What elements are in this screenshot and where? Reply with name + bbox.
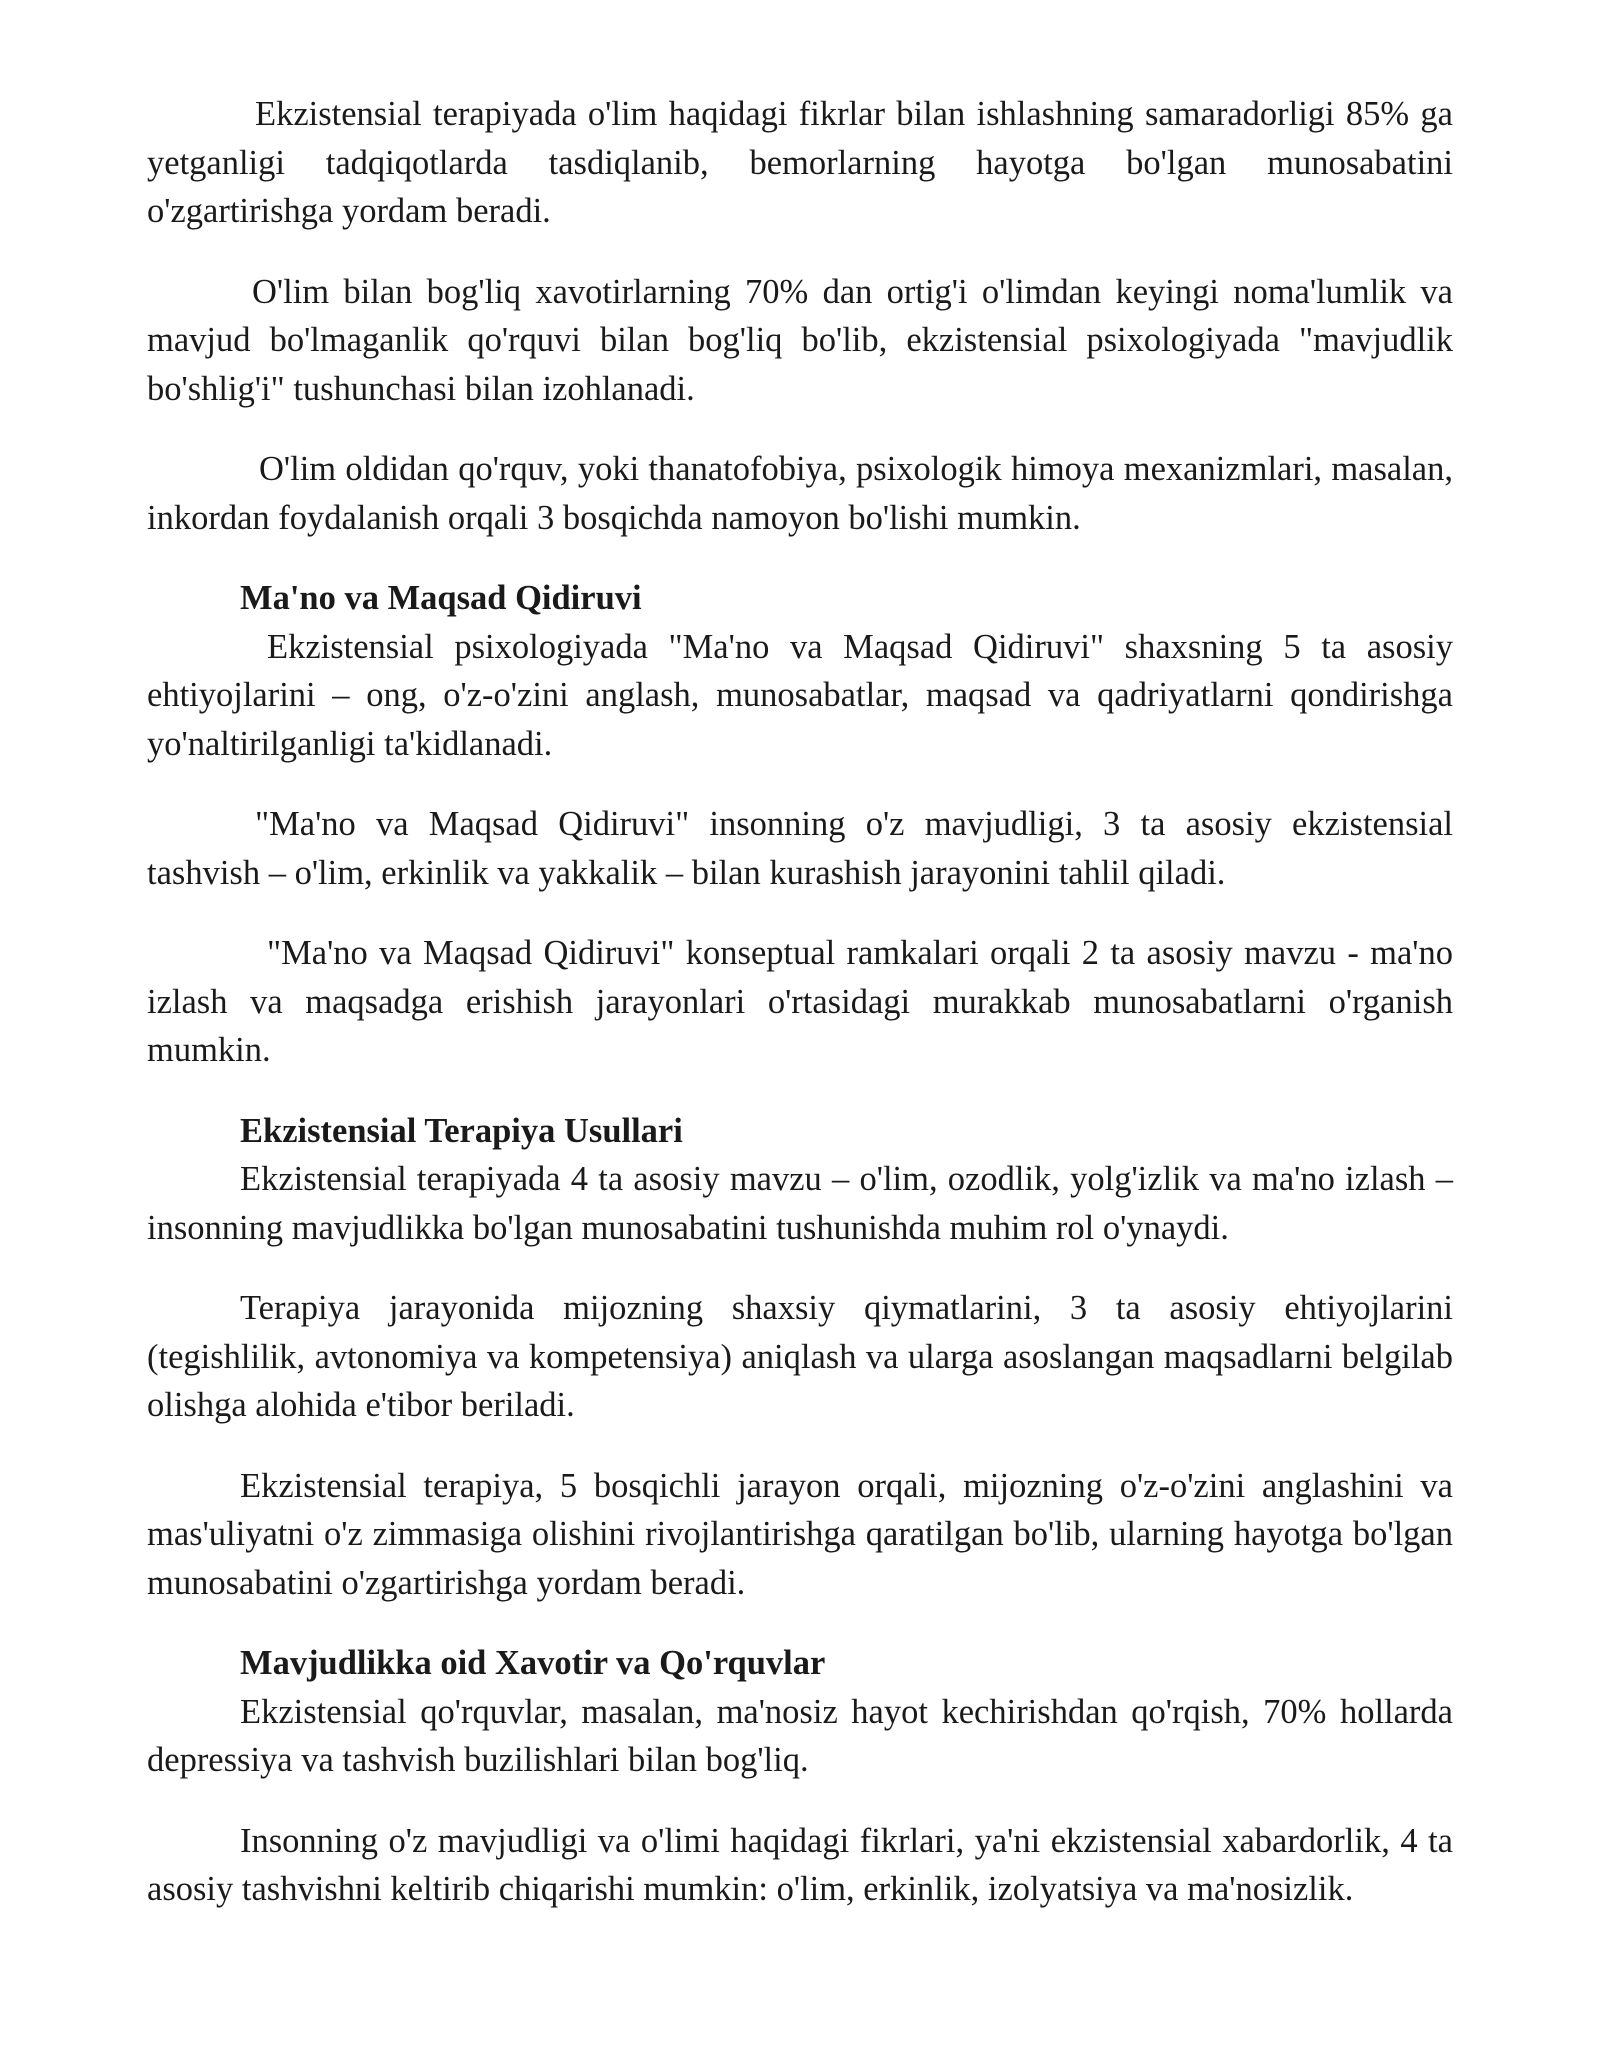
section-xavotir-qorquvlar [147, 1639, 1453, 1914]
section-paragraph: Ekzistensial qo'rquvlar, masalan, ma'nosiz hayot kechirishdan qo'rqish, 70% hollarda depressiya va tashvish buzilishlari bilan bog'liq. [147, 1692, 1453, 1779]
section-paragraph: Ekzistensial terapiyada 4 ta asosiy mavzu – o'lim, ozodlik, yolg'izlik va ma'no izlash – insonning mavjudlikka bo'lgan munosabatini tushunishda muhim rol o'ynaydi. [147, 1160, 1453, 1247]
section-terapiya-usullari [147, 1107, 1453, 1608]
intro-paragraph-1: Ekzistensial terapiyada o'lim haqidagi fikrlar bilan ishlashning samaradorligi 85% ga yetganligi tadqiqotlarda tasdiqlanib, bemorlarning hayotga bo'lgan munosabatini o'zgartirishga yordam beradi. [147, 95, 1453, 230]
section-mano-maqsad [147, 574, 1453, 1075]
section-paragraph: Terapiya jarayonida mijozning shaxsiy qiymatlarini, 3 ta asosiy ehtiyojlarini (tegishlilik, avtonomiya va kompetensiya) aniqlash va ularga asoslangan maqsadlarni belgilab olishga alohida e'tibor beriladi. [147, 1289, 1453, 1424]
section-paragraph: "Ma'no va Maqsad Qidiruvi" insonning o'z mavjudligi, 3 ta asosiy ekzistensial tashvish – o'lim, erkinlik va yakkalik – bilan kurashish jarayonini tahlil qiladi. [147, 805, 1453, 892]
section-heading: Mavjudlikka oid Xavotir va Qo'rquvlar [240, 1644, 826, 1682]
section-heading: Ekzistensial Terapiya Usullari [240, 1111, 683, 1150]
intro-paragraph-3: O'lim oldidan qo'rquv, yoki thanatofobiya, psixologik himoya mexanizmlari, masalan, inkordan foydalanish orqali 3 bosqichda namoyon bo'lishi mumkin. [147, 450, 1453, 537]
section-heading: Ma'no va Maqsad Qidiruvi [240, 579, 642, 617]
document-page [147, 90, 1453, 1946]
section-paragraph: Ekzistensial psixologiyada "Ma'no va Maqsad Qidiruvi" shaxsning 5 ta asosiy ehtiyojlarini – ong, o'z-o'zini anglash, munosabatlar, maqsad va qadriyatlarni qondirishga yo'naltirilganligi ta'kidlanadi. [147, 627, 1453, 763]
section-paragraph: Insonning o'z mavjudligi va o'limi haqidagi fikrlari, ya'ni ekzistensial xabardorlik, 4 ta asosiy tashvishni keltirib chiqarishi mumkin: o'lim, erkinlik, izolyatsiya va ma'nosizlik. [147, 1821, 1453, 1908]
intro-paragraph-2: O'lim bilan bog'liq xavotirlarning 70% dan ortig'i o'limdan keyingi noma'lumlik va mavjud bo'lmaganlik qo'rquvi bilan bog'liq bo'lib, ekzistensial psixologiyada "mavjudlik bo'shlig'i" tushunchasi bilan izohlanadi. [147, 272, 1453, 408]
section-paragraph: Ekzistensial terapiya, 5 bosqichli jarayon orqali, mijozning o'z-o'zini anglashini va mas'uliyatni o'z zimmasiga olishini rivojlantirishga qaratilgan bo'lib, ularning hayotga bo'lgan munosabatini o'zgartirishga yordam beradi. [147, 1466, 1453, 1602]
section-paragraph: "Ma'no va Maqsad Qidiruvi" konseptual ramkalari orqali 2 ta asosiy mavzu - ma'no izlash va maqsadga erishish jarayonlari o'rtasidagi murakkab munosabatlarni o'rganish mumkin. [147, 934, 1453, 1069]
